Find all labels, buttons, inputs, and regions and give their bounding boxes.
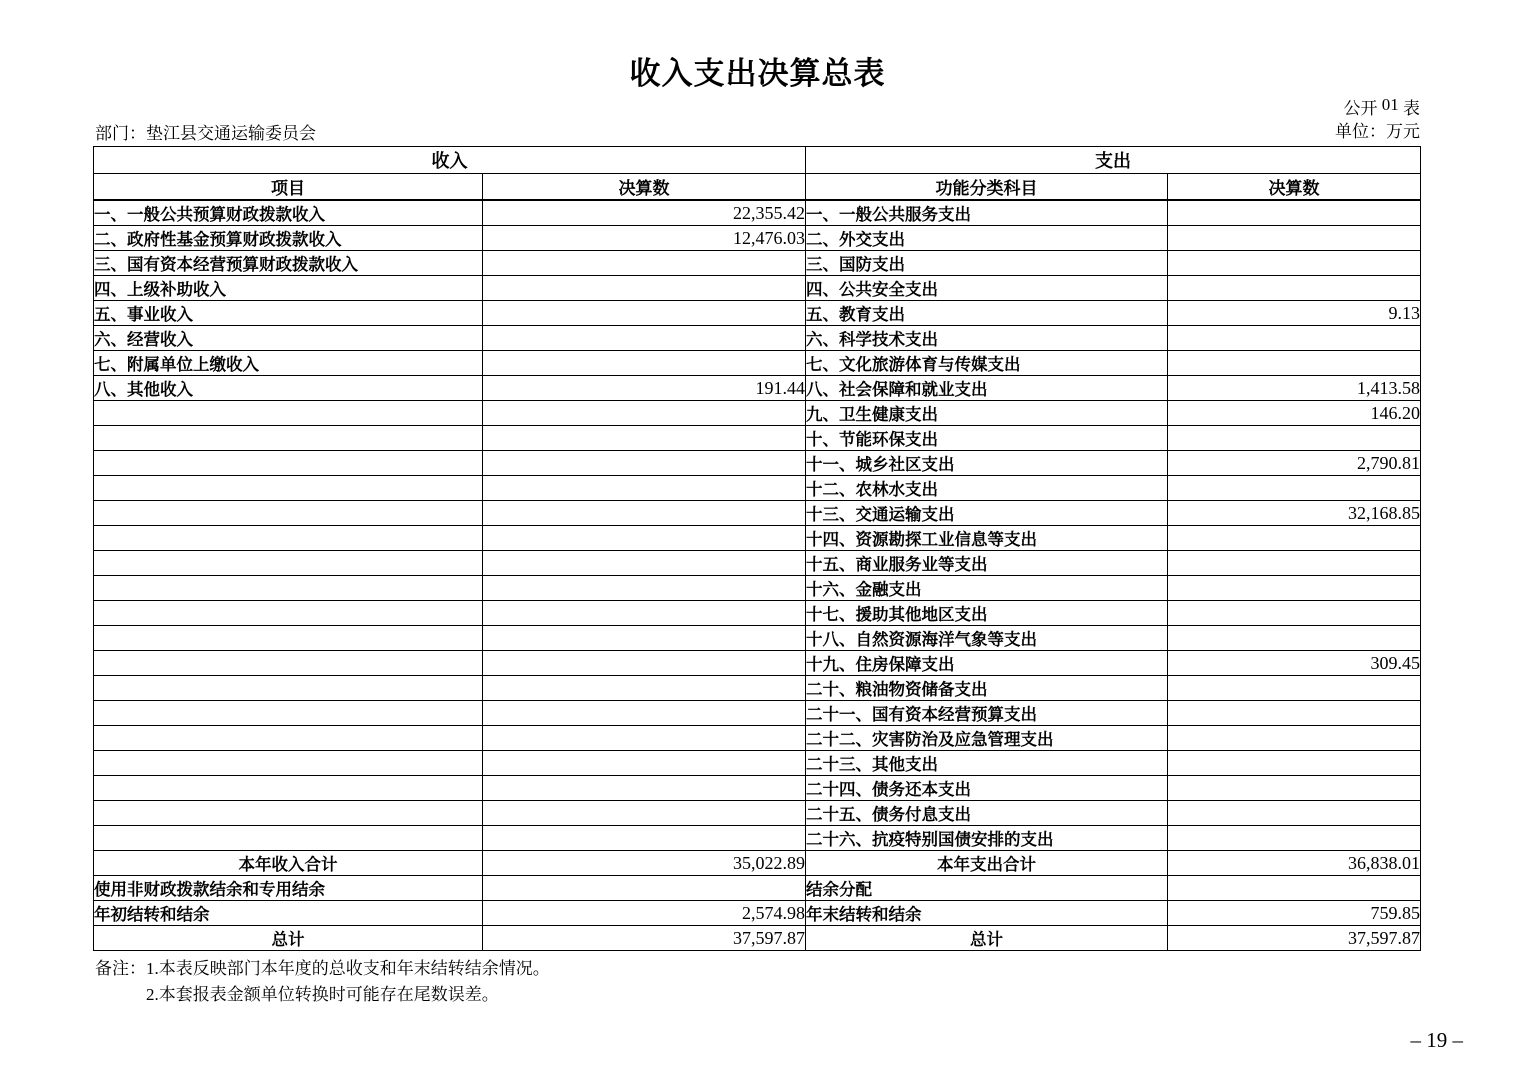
income-amount-cell <box>483 426 806 451</box>
department-label: 部门：垫江县交通运输委员会 <box>95 124 316 143</box>
expense-amount-cell <box>1168 351 1421 376</box>
income-item-cell: 使用非财政拨款结余和专用结余 <box>94 876 483 901</box>
income-item-cell: 二、政府性基金预算财政拨款收入 <box>94 226 483 251</box>
table-row <box>94 551 1421 576</box>
income-item-cell <box>94 626 483 651</box>
income-amount-cell: 191.44 <box>483 376 806 401</box>
table-row <box>94 801 1421 826</box>
expense-item-cell: 二十四、债务还本支出 <box>806 776 1168 801</box>
expense-amount-cell: 2,790.81 <box>1168 451 1421 476</box>
expense-item-cell: 十、节能环保支出 <box>806 426 1168 451</box>
income-item-cell <box>94 676 483 701</box>
table-row <box>94 476 1421 501</box>
income-item-cell <box>94 451 483 476</box>
expense-amount-cell <box>1168 476 1421 501</box>
col-header-income-item: 项目 <box>94 174 483 201</box>
income-amount-cell <box>483 776 806 801</box>
income-item-cell <box>94 701 483 726</box>
expense-item-cell: 十七、援助其他地区支出 <box>806 601 1168 626</box>
income-amount-cell <box>483 651 806 676</box>
income-amount-cell <box>483 326 806 351</box>
table-row <box>94 701 1421 726</box>
page-title: 收入支出决算总表 <box>629 56 886 91</box>
expense-item-cell: 二十五、债务付息支出 <box>806 801 1168 826</box>
table-row <box>94 576 1421 601</box>
income-amount-cell: 2,574.98 <box>483 901 806 926</box>
notes-prefix: 备注： <box>95 959 146 978</box>
expense-item-cell: 年末结转和结余 <box>806 901 1168 926</box>
table-row <box>94 826 1421 851</box>
expense-amount-cell: 759.85 <box>1168 901 1421 926</box>
expense-amount-cell <box>1168 551 1421 576</box>
table-row <box>94 226 1421 251</box>
expense-item-cell: 结余分配 <box>806 876 1168 901</box>
expense-amount-cell: 37,597.87 <box>1168 926 1421 951</box>
expense-item-cell: 十四、资源勘探工业信息等支出 <box>806 526 1168 551</box>
expense-amount-cell <box>1168 751 1421 776</box>
table-row <box>94 851 1421 876</box>
expense-amount-cell <box>1168 200 1421 226</box>
notes-lines <box>146 956 550 1008</box>
expense-item-cell: 十二、农林水支出 <box>806 476 1168 501</box>
table-code-suffix: 表 <box>1403 99 1420 118</box>
table-row <box>94 301 1421 326</box>
income-item-cell <box>94 826 483 851</box>
table-row <box>94 926 1421 951</box>
expense-item-cell: 二十一、国有资本经营预算支出 <box>806 701 1168 726</box>
expense-amount-cell <box>1168 776 1421 801</box>
income-amount-cell <box>483 701 806 726</box>
income-item-cell <box>94 751 483 776</box>
table-row <box>94 626 1421 651</box>
note-line-1: 1.本表反映部门本年度的总收支和年末结转结余情况。 <box>146 959 550 978</box>
income-amount-cell: 37,597.87 <box>483 926 806 951</box>
income-amount-cell <box>483 276 806 301</box>
page-number: – 19 – <box>1410 1028 1463 1052</box>
income-item-cell: 五、事业收入 <box>94 301 483 326</box>
table-body <box>94 200 1421 951</box>
income-section-header: 收入 <box>94 147 806 174</box>
income-amount-cell: 12,476.03 <box>483 226 806 251</box>
expense-amount-cell <box>1168 226 1421 251</box>
table-row <box>94 651 1421 676</box>
expense-amount-cell: 32,168.85 <box>1168 501 1421 526</box>
income-item-cell: 一、一般公共预算财政拨款收入 <box>94 200 483 226</box>
income-amount-cell <box>483 876 806 901</box>
income-amount-cell <box>483 751 806 776</box>
notes <box>95 956 550 1008</box>
table-row <box>94 451 1421 476</box>
income-amount-cell: 22,355.42 <box>483 200 806 226</box>
income-amount-cell <box>483 501 806 526</box>
table-row <box>94 501 1421 526</box>
expense-item-cell: 三、国防支出 <box>806 251 1168 276</box>
expense-amount-cell <box>1168 276 1421 301</box>
expense-amount-cell <box>1168 701 1421 726</box>
income-item-cell <box>94 726 483 751</box>
budget-summary-table <box>93 146 1421 951</box>
expense-item-cell: 二十、粮油物资储备支出 <box>806 676 1168 701</box>
expense-amount-cell <box>1168 526 1421 551</box>
expense-item-cell: 七、文化旅游体育与传媒支出 <box>806 351 1168 376</box>
expense-item-cell: 十八、自然资源海洋气象等支出 <box>806 626 1168 651</box>
table-row <box>94 726 1421 751</box>
expense-item-cell: 六、科学技术支出 <box>806 326 1168 351</box>
table-row <box>94 200 1421 226</box>
income-item-cell <box>94 426 483 451</box>
income-amount-cell <box>483 826 806 851</box>
expense-amount-cell <box>1168 726 1421 751</box>
table-row <box>94 426 1421 451</box>
expense-section-header: 支出 <box>806 147 1421 174</box>
expense-amount-cell: 9.13 <box>1168 301 1421 326</box>
expense-item-cell: 总计 <box>806 926 1168 951</box>
expense-item-cell: 四、公共安全支出 <box>806 276 1168 301</box>
income-item-cell: 七、附属单位上缴收入 <box>94 351 483 376</box>
expense-item-cell: 本年支出合计 <box>806 851 1168 876</box>
expense-amount-cell <box>1168 426 1421 451</box>
income-amount-cell <box>483 676 806 701</box>
expense-amount-cell <box>1168 326 1421 351</box>
expense-item-cell: 十一、城乡社区支出 <box>806 451 1168 476</box>
income-item-cell <box>94 501 483 526</box>
income-amount-cell <box>483 726 806 751</box>
expense-amount-cell <box>1168 601 1421 626</box>
income-item-cell: 本年收入合计 <box>94 851 483 876</box>
income-amount-cell <box>483 551 806 576</box>
table-row <box>94 401 1421 426</box>
income-amount-cell <box>483 626 806 651</box>
expense-item-cell: 五、教育支出 <box>806 301 1168 326</box>
expense-amount-cell <box>1168 251 1421 276</box>
expense-item-cell: 二十六、抗疫特别国债安排的支出 <box>806 826 1168 851</box>
col-header-income-amount: 决算数 <box>483 174 806 201</box>
expense-item-cell: 十五、商业服务业等支出 <box>806 551 1168 576</box>
income-amount-cell <box>483 801 806 826</box>
table-row <box>94 326 1421 351</box>
income-item-cell <box>94 551 483 576</box>
table-row <box>94 876 1421 901</box>
income-amount-cell <box>483 451 806 476</box>
income-item-cell <box>94 651 483 676</box>
expense-item-cell: 十六、金融支出 <box>806 576 1168 601</box>
expense-amount-cell <box>1168 801 1421 826</box>
table-row <box>94 776 1421 801</box>
income-item-cell: 总计 <box>94 926 483 951</box>
expense-item-cell: 十九、住房保障支出 <box>806 651 1168 676</box>
income-item-cell <box>94 476 483 501</box>
income-amount-cell <box>483 401 806 426</box>
income-item-cell <box>94 576 483 601</box>
income-amount-cell <box>483 601 806 626</box>
unit-label: 单位：万元 <box>1335 122 1420 141</box>
expense-item-cell: 二十三、其他支出 <box>806 751 1168 776</box>
table-code-prefix: 公开 <box>1343 99 1378 118</box>
table-code-number: 01 <box>1381 95 1399 114</box>
income-item-cell: 八、其他收入 <box>94 376 483 401</box>
expense-item-cell: 二十二、灾害防治及应急管理支出 <box>806 726 1168 751</box>
expense-amount-cell: 1,413.58 <box>1168 376 1421 401</box>
income-item-cell: 六、经营收入 <box>94 326 483 351</box>
expense-amount-cell <box>1168 576 1421 601</box>
table-code <box>1344 94 1421 119</box>
col-header-expense-item: 功能分类科目 <box>806 174 1168 201</box>
income-item-cell: 四、上级补助收入 <box>94 276 483 301</box>
expense-amount-cell <box>1168 826 1421 851</box>
expense-item-cell: 八、社会保障和就业支出 <box>806 376 1168 401</box>
income-amount-cell <box>483 301 806 326</box>
income-amount-cell <box>483 576 806 601</box>
expense-item-cell: 二、外交支出 <box>806 226 1168 251</box>
income-amount-cell <box>483 251 806 276</box>
expense-item-cell: 一、一般公共服务支出 <box>806 200 1168 226</box>
income-amount-cell: 35,022.89 <box>483 851 806 876</box>
income-item-cell <box>94 401 483 426</box>
table-row <box>94 751 1421 776</box>
expense-amount-cell: 309.45 <box>1168 651 1421 676</box>
income-item-cell <box>94 801 483 826</box>
income-item-cell: 年初结转和结余 <box>94 901 483 926</box>
table-row <box>94 251 1421 276</box>
col-header-expense-amount: 决算数 <box>1168 174 1421 201</box>
expense-amount-cell <box>1168 626 1421 651</box>
income-item-cell <box>94 776 483 801</box>
income-amount-cell <box>483 476 806 501</box>
income-amount-cell <box>483 351 806 376</box>
expense-amount-cell <box>1168 876 1421 901</box>
column-header-row <box>94 174 1421 201</box>
table-row <box>94 351 1421 376</box>
table-row <box>94 901 1421 926</box>
expense-amount-cell <box>1168 676 1421 701</box>
table-row <box>94 601 1421 626</box>
table-row <box>94 676 1421 701</box>
income-item-cell: 三、国有资本经营预算财政拨款收入 <box>94 251 483 276</box>
income-amount-cell <box>483 526 806 551</box>
expense-amount-cell: 36,838.01 <box>1168 851 1421 876</box>
table-row <box>94 376 1421 401</box>
section-header-row <box>94 147 1421 174</box>
income-item-cell <box>94 526 483 551</box>
table-row <box>94 276 1421 301</box>
expense-amount-cell: 146.20 <box>1168 401 1421 426</box>
expense-item-cell: 十三、交通运输支出 <box>806 501 1168 526</box>
note-line-2: 2.本套报表金额单位转换时可能存在尾数误差。 <box>146 985 499 1004</box>
expense-item-cell: 九、卫生健康支出 <box>806 401 1168 426</box>
table-row <box>94 526 1421 551</box>
income-item-cell <box>94 601 483 626</box>
